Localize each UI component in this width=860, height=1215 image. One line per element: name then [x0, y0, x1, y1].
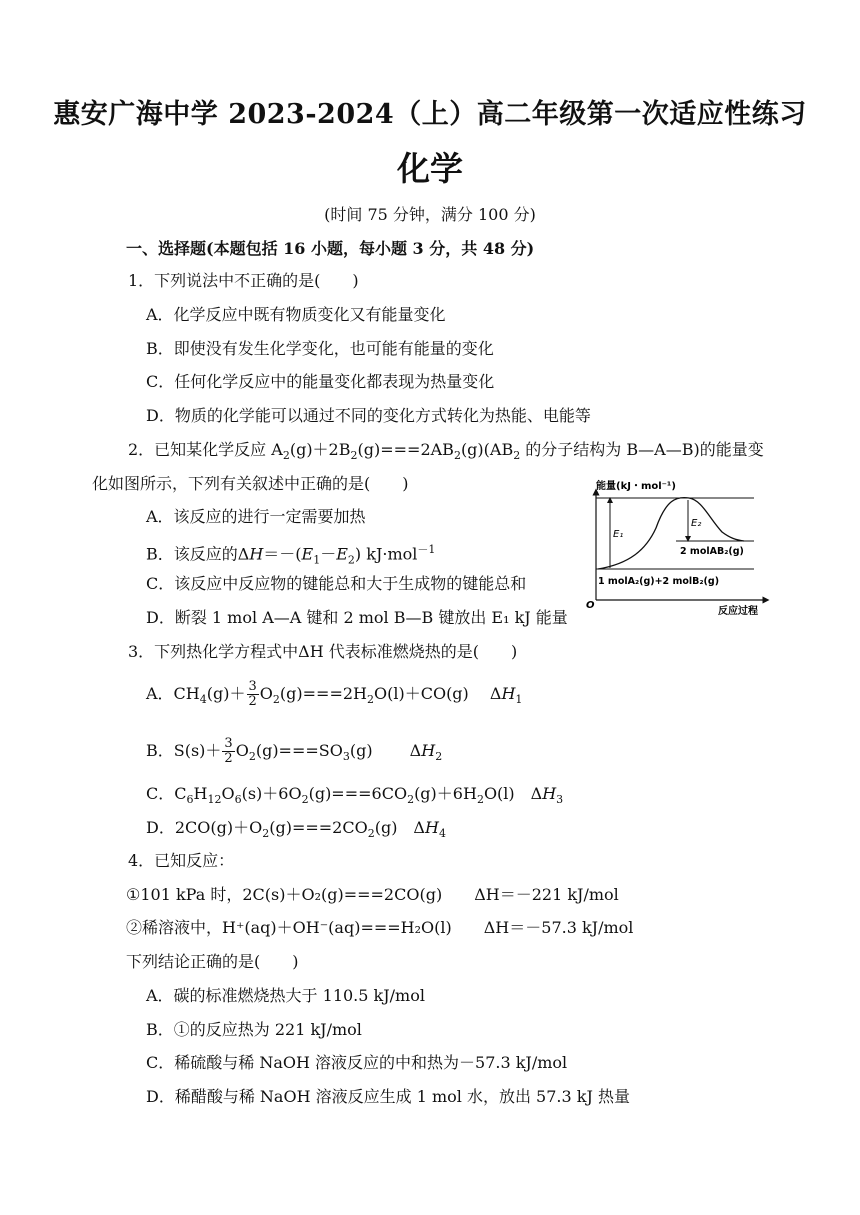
document-title: 惠安广海中学 2023-2024（上）高二年级第一次适应性练习 — [53, 99, 807, 130]
fraction-three-halves: $\frac{3}{2}$ — [224, 736, 233, 766]
question-1-stem: 1．下列说法中不正确的是( ) — [128, 271, 359, 290]
question-2-option-a: A．该反应的进行一定需要加热 — [146, 507, 366, 526]
question-4-option-d: D．稀醋酸与稀 NaOH 溶液反应生成 1 mol 水，放出 57.3 kJ 热量 — [146, 1087, 630, 1106]
question-2-option-d: D．断裂 1 mol A—A 键和 2 mol B—B 键放出 E₁ kJ 能量 — [146, 608, 568, 627]
origin-label: O — [586, 600, 595, 611]
question-3-option-d: D．$2CO(g)+O_2(g)===2CO_2(g)$ $\Delta H_4$ — [146, 818, 446, 841]
e1-label: E₁ — [613, 529, 624, 540]
question-4-option-c: C．稀硫酸与稀 NaOH 溶液反应的中和热为－57.3 kJ/mol — [146, 1053, 568, 1072]
section-heading: 一、选择题(本题包括 16 小题，每小题 3 分，共 48 分) — [126, 239, 535, 258]
question-2-stem-line2: 化如图所示，下列有关叙述中正确的是( ) — [92, 474, 409, 493]
question-1-option-a: A．化学反应中既有物质变化又有能量变化 — [146, 305, 446, 324]
question-4-option-b: B．①的反应热为 221 kJ/mol — [146, 1020, 362, 1039]
reactant-label: 1 molA₂(g)+2 molB₂(g) — [598, 576, 720, 587]
question-3-option-a: A．$CH_4(g)+$ $\frac{3}{2}$ $O_2(g)===2H_2O(l)+CO(g)$ $\Delta H_1$ — [146, 679, 523, 709]
fraction-three-halves: $\frac{3}{2}$ — [248, 679, 257, 709]
question-3-option-b: B．S(s)＋ $\frac{3}{2}$ $O_2(g)===SO_3(g)$ $\Delta H_2$ — [146, 736, 443, 766]
energy-diagram — [584, 478, 774, 618]
y-axis-label: 能量(kJ・mol⁻¹) — [596, 481, 676, 492]
subject-title: 化学 — [397, 149, 463, 188]
question-1-option-b: B．即使没有发生化学变化，也可能有能量的变化 — [146, 339, 494, 358]
question-2-option-b: B．该反应的$\Delta H=-(E_1-E_2)$ kJ·mol$^{-1}$ — [146, 543, 436, 567]
question-1-option-c: C．任何化学反应中的能量变化都表现为热量变化 — [146, 372, 495, 391]
product-label: 2 molAB₂(g) — [680, 546, 744, 557]
question-4-option-a: A．碳的标准燃烧热大于 110.5 kJ/mol — [146, 986, 425, 1005]
question-4-conclusion: 下列结论正确的是( ) — [126, 952, 299, 971]
question-4-equation-1: ①101 kPa 时，2C(s)＋O₂(g)===2CO(g) ΔH＝－221 kJ/mol — [126, 885, 619, 904]
question-4-equation-2: ②稀溶液中，H⁺(aq)＋OH⁻(aq)===H₂O(l) ΔH＝－57.3 kJ/mol — [126, 918, 634, 937]
x-axis-label: 反应过程 — [718, 606, 758, 617]
question-2-option-c: C．该反应中反应物的键能总和大于生成物的键能总和 — [146, 574, 527, 593]
e2-label: E₂ — [691, 518, 702, 529]
question-2-stem: 2．已知某化学反应 $A_2(g)+2B_2(g)===2AB_2(g)(AB_2$ 的分子结构为 B—A—B)的能量变 — [128, 440, 764, 463]
time-info: (时间 75 分钟，满分 100 分) — [324, 205, 536, 224]
question-4-stem: 4．已知反应： — [128, 851, 235, 870]
question-3-option-c: C．$C_6H_{12}O_6(s)+6O_2(g)===6CO_2(g)+6H_2O(l)$ $\Delta H_3$ — [146, 784, 564, 807]
question-1-option-d: D．物质的化学能可以通过不同的变化方式转化为热能、电能等 — [146, 406, 591, 425]
question-3-stem: 3．下列热化学方程式中ΔH 代表标准燃烧热的是( ) — [128, 642, 518, 661]
